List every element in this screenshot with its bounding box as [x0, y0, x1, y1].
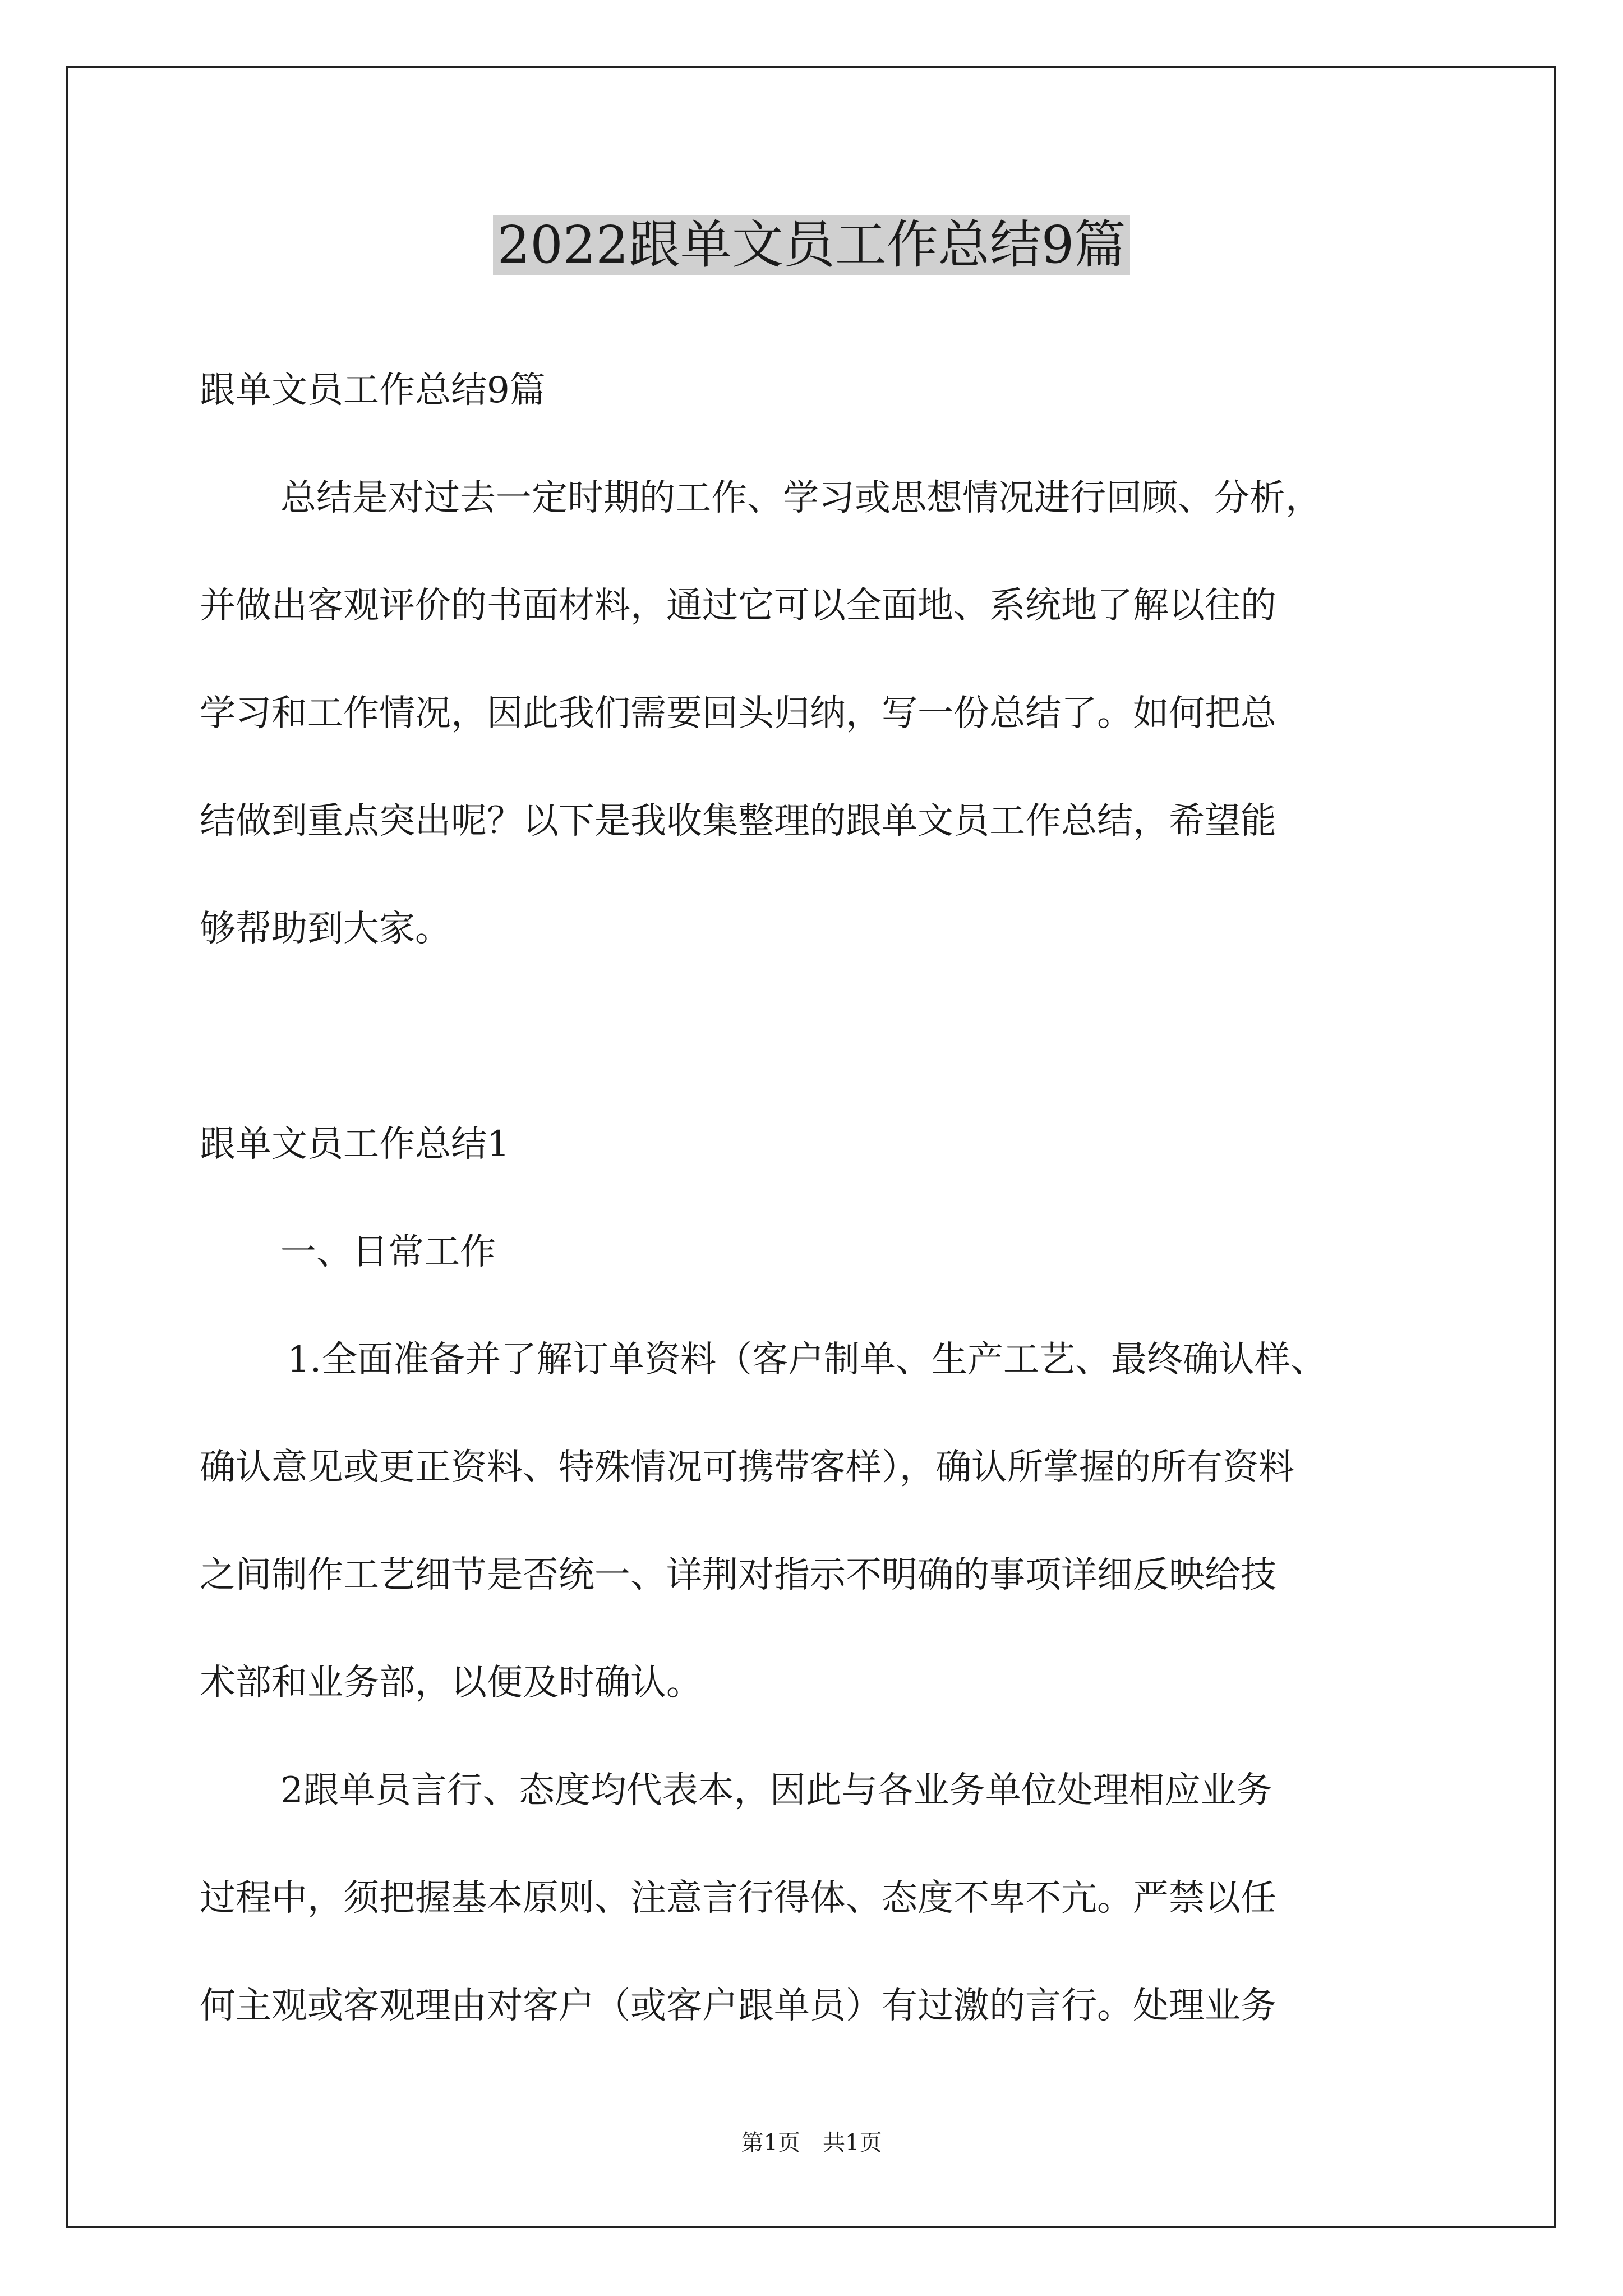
item-1-paragraph: [200, 1306, 1450, 1737]
section-subheading: 一、日常工作: [280, 1231, 496, 1273]
intro-line: 够帮助到大家。: [200, 908, 451, 950]
document-subtitle: 跟单文员工作总结9篇: [200, 370, 546, 411]
document-title: [0, 209, 1623, 282]
page-total: 共1页: [823, 2130, 882, 2156]
item-1-line: 之间制作工艺细节是否统一、详荆对指示不明确的事项详细反映给技: [200, 1554, 1276, 1596]
page-number: 第1页: [741, 2130, 800, 2156]
item-2-line: 何主观或客观理由对客户（或客户跟单员）有过激的言行。处理业务: [200, 1985, 1276, 2027]
document-title-text: 2022跟单文员工作总结9篇: [493, 215, 1131, 275]
intro-line: 学习和工作情况，因此我们需要回头归纳，写一份总结了。如何把总: [200, 693, 1276, 734]
item-1-line: 确认意见或更正资料、特殊情况可携带客样），确认所掌握的所有资料: [200, 1447, 1294, 1488]
section-heading: 跟单文员工作总结1: [200, 1124, 510, 1165]
intro-line: 总结是对过去一定时期的工作、学习或思想情况进行回顾、分析，: [280, 477, 1321, 519]
intro-paragraph: [200, 444, 1450, 983]
intro-line: 结做到重点突出呢？以下是我收集整理的跟单文员工作总结，希望能: [200, 800, 1276, 842]
item-1-line: 术部和业务部，以便及时确认。: [200, 1662, 702, 1704]
page-footer: [0, 2126, 1623, 2160]
item-2-paragraph: [200, 1737, 1450, 2060]
item-2-line: 过程中，须把握基本原则、注意言行得体、态度不卑不亢。严禁以任: [200, 1878, 1276, 1919]
item-2-line: 2跟单员言行、态度均代表本，因此与各业务单位处理相应业务: [280, 1770, 1272, 1811]
item-1-line: 1.全面准备并了解订单资料（客户制单、生产工艺、最终确认样、: [287, 1339, 1327, 1381]
intro-line: 并做出客观评价的书面材料，通过它可以全面地、系统地了解以往的: [200, 585, 1276, 627]
